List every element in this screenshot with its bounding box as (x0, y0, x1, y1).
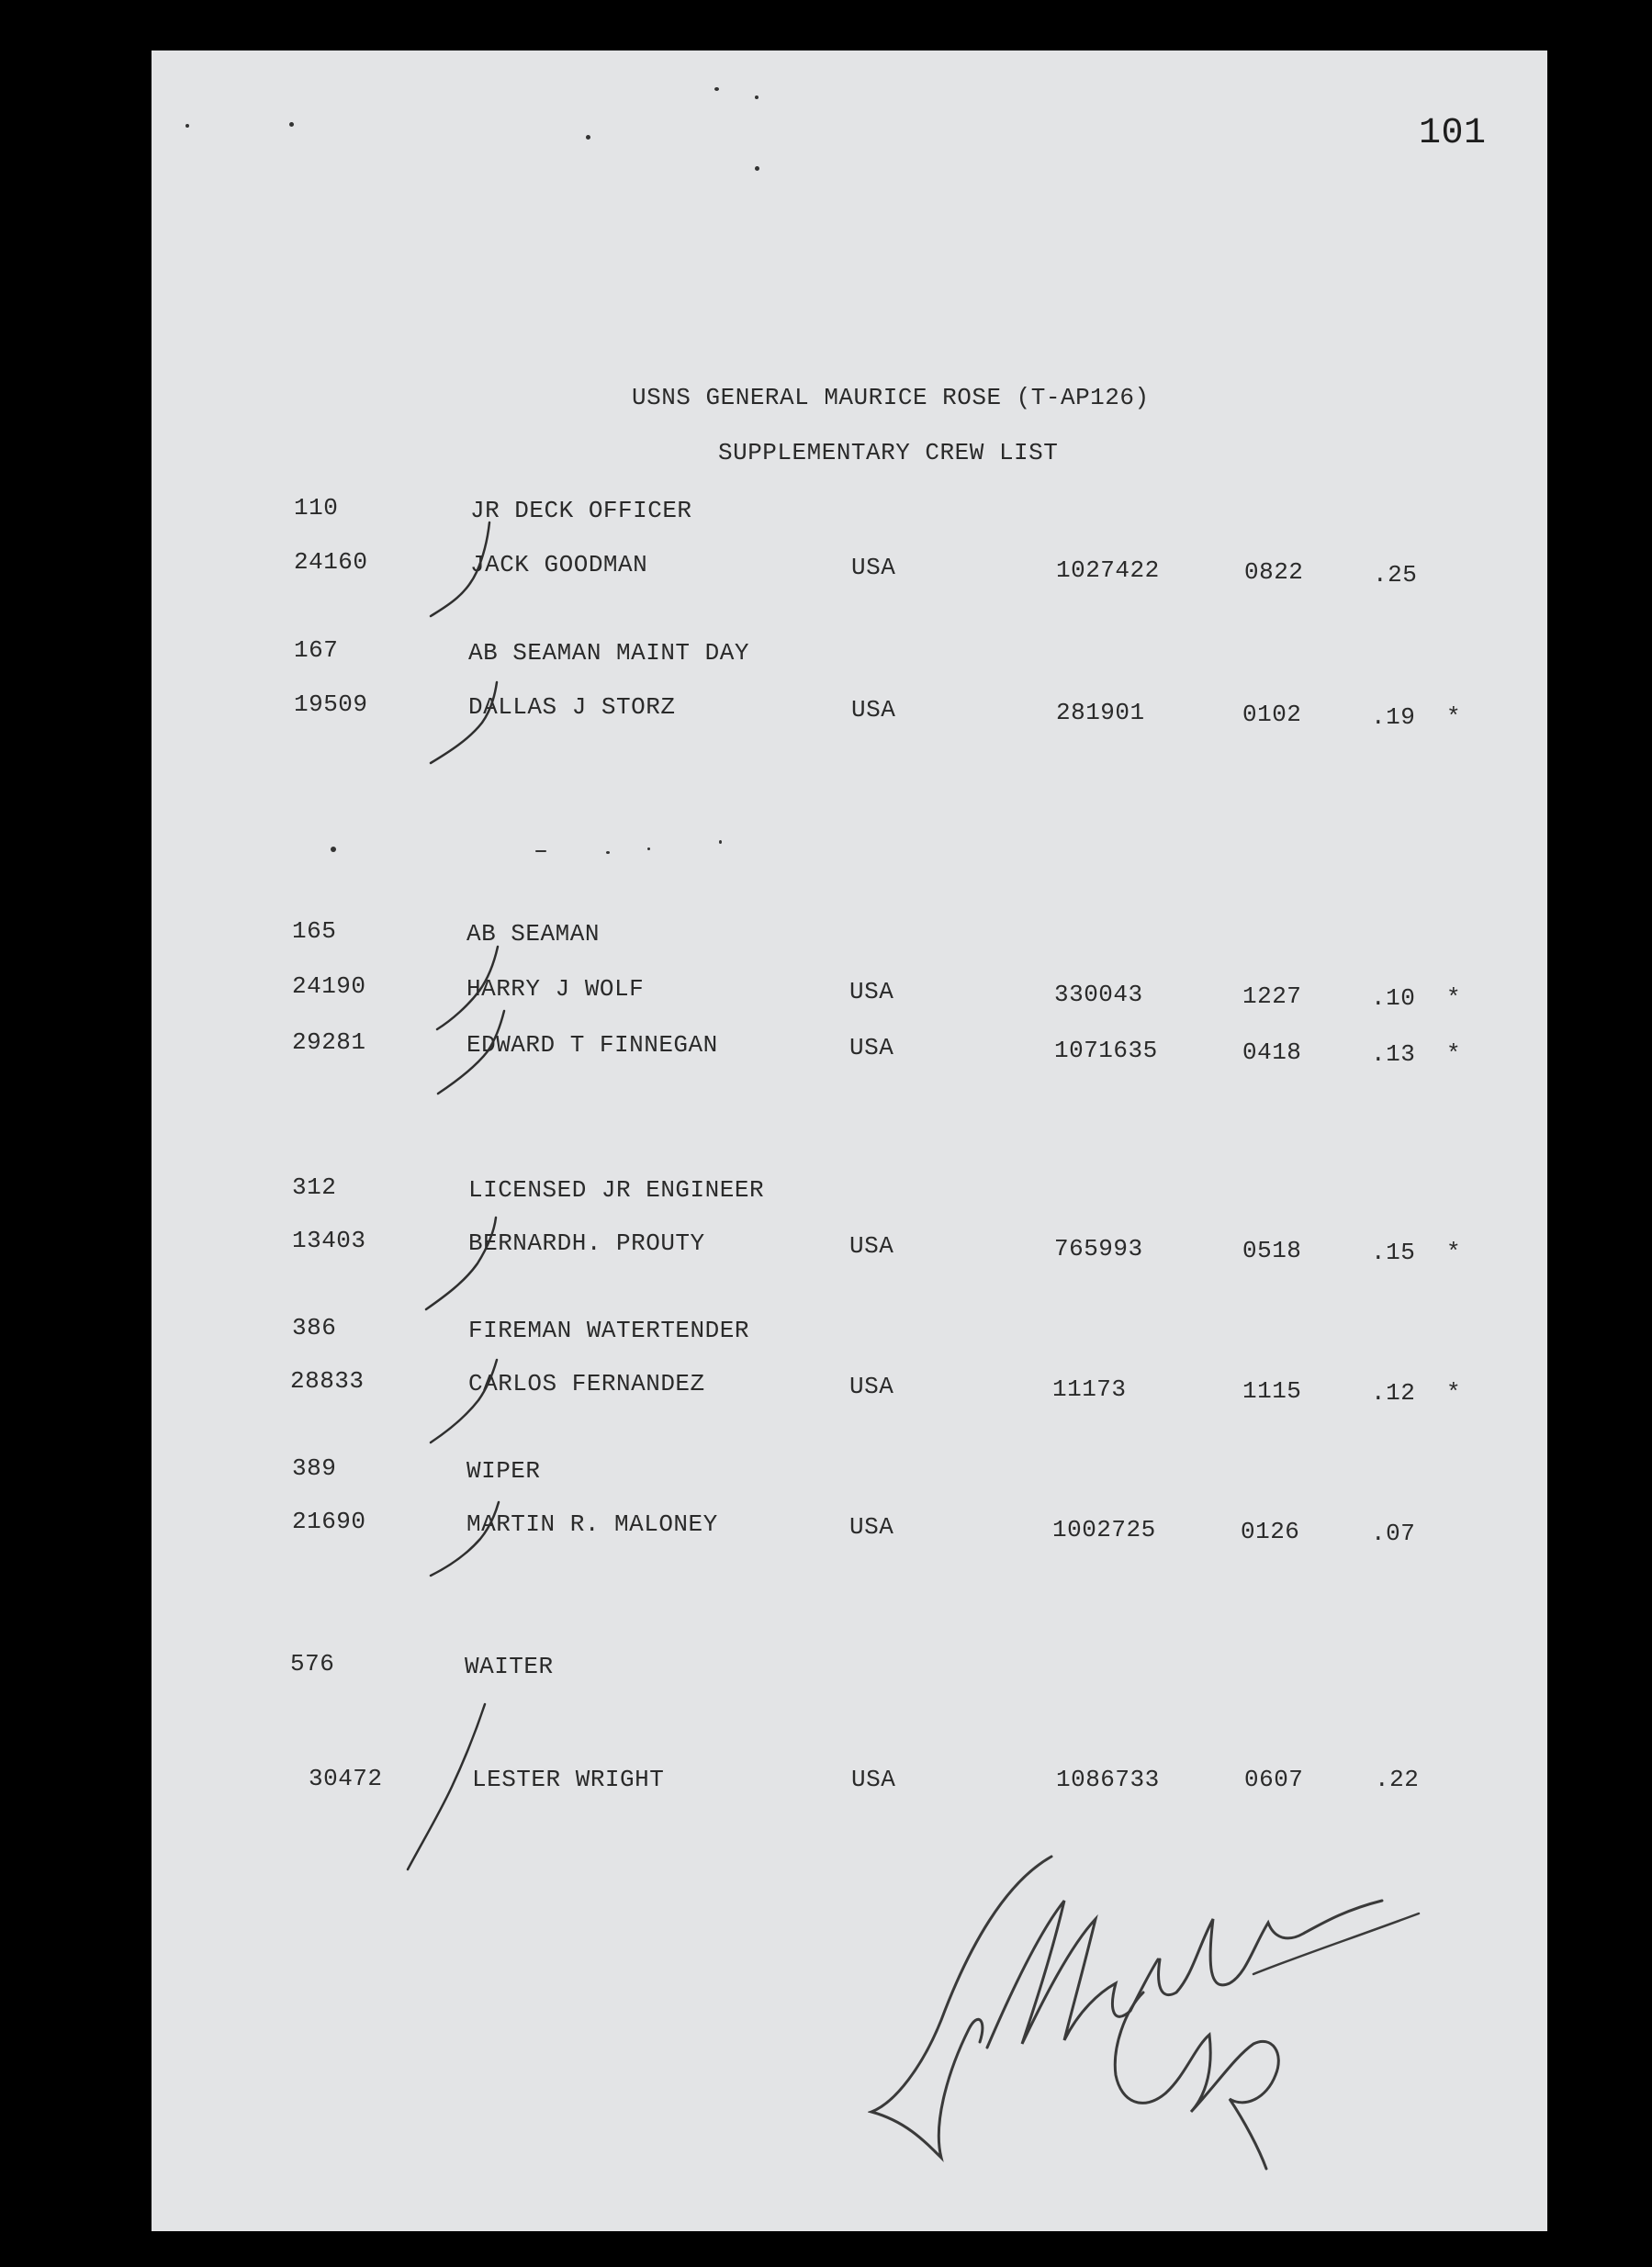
crew-mark: * (1446, 984, 1462, 1012)
crew-number: 1071635 (1054, 1037, 1158, 1064)
crew-rate: .22 (1375, 1766, 1420, 1793)
crew-nationality: USA (849, 1373, 894, 1400)
crew-name: DALLAS J STORZ (468, 693, 676, 721)
crew-id: 24160 (294, 548, 368, 576)
scan-speck (755, 95, 759, 99)
signature (868, 1846, 1437, 2176)
position-title: AB SEAMAN (466, 920, 600, 948)
crew-time: 0822 (1244, 558, 1304, 586)
check-mark (422, 1212, 514, 1313)
crew-rate: .15 (1371, 1239, 1416, 1266)
crew-number: 330043 (1054, 981, 1143, 1008)
crew-nationality: USA (851, 696, 896, 724)
crew-nationality: USA (851, 1766, 896, 1793)
position-code: 576 (290, 1650, 335, 1678)
position-code: 165 (292, 917, 337, 945)
crew-nationality: USA (849, 1034, 894, 1061)
scan-speck (586, 135, 590, 140)
crew-name: JACK GOODMAN (470, 551, 648, 578)
scan-speck (331, 847, 336, 852)
crew-name: EDWARD T FINNEGAN (466, 1031, 718, 1059)
scan-speck (606, 851, 610, 854)
crew-number: 1002725 (1052, 1516, 1156, 1543)
crew-time: 0102 (1242, 701, 1302, 728)
crew-rate: .25 (1373, 561, 1418, 589)
position-title: AB SEAMAN MAINT DAY (468, 639, 749, 667)
crew-id: 30472 (309, 1765, 383, 1792)
crew-name: MARTIN R. MALONEY (466, 1510, 718, 1538)
position-code: 167 (294, 636, 339, 664)
position-title: FIREMAN WATERTENDER (468, 1317, 749, 1344)
crew-time: 0126 (1241, 1518, 1300, 1545)
crew-number: 765993 (1054, 1235, 1143, 1263)
crew-mark: * (1446, 1239, 1462, 1266)
crew-number: 1027422 (1056, 556, 1160, 584)
list-title: SUPPLEMENTARY CREW LIST (718, 439, 1059, 466)
position-title: LICENSED JR ENGINEER (468, 1176, 765, 1204)
crew-time: 0607 (1244, 1766, 1304, 1793)
scan-speck (719, 840, 722, 844)
crew-name: CARLOS FERNANDEZ (468, 1370, 705, 1397)
crew-number: 281901 (1056, 699, 1145, 726)
crew-rate: .13 (1371, 1040, 1416, 1068)
crew-mark: * (1446, 1040, 1462, 1068)
crew-number: 1086733 (1056, 1766, 1160, 1793)
scan-speck (755, 166, 759, 171)
crew-number: 11173 (1052, 1375, 1127, 1403)
crew-nationality: USA (849, 978, 894, 1005)
crew-time: 0518 (1242, 1237, 1302, 1264)
crew-rate: .07 (1371, 1520, 1416, 1547)
crew-id: 13403 (292, 1227, 366, 1254)
crew-mark: * (1446, 1379, 1462, 1407)
scan-speck (714, 87, 719, 91)
position-title: WIPER (466, 1457, 541, 1485)
crew-rate: .12 (1371, 1379, 1416, 1407)
crew-name: BERNARDH. PROUTY (468, 1229, 705, 1257)
crew-id: 19509 (294, 690, 368, 718)
crew-name: LESTER WRIGHT (472, 1766, 665, 1793)
crew-mark: * (1446, 703, 1462, 731)
crew-time: 1227 (1242, 982, 1302, 1010)
page-number: 101 (1419, 113, 1487, 154)
crew-nationality: USA (849, 1513, 894, 1541)
document-page (152, 51, 1547, 2231)
crew-name: HARRY J WOLF (466, 975, 645, 1003)
position-code: 386 (292, 1314, 337, 1341)
crew-id: 28833 (290, 1367, 365, 1395)
position-code: 389 (292, 1454, 337, 1482)
crew-nationality: USA (849, 1232, 894, 1260)
crew-time: 1115 (1242, 1377, 1302, 1405)
scan-speck (647, 847, 650, 850)
crew-id: 29281 (292, 1028, 366, 1056)
position-code: 110 (294, 494, 339, 522)
crew-id: 21690 (292, 1508, 366, 1535)
ship-title: USNS GENERAL MAURICE ROSE (T-AP126) (632, 384, 1150, 411)
crew-id: 24190 (292, 972, 366, 1000)
crew-rate: .19 (1371, 703, 1416, 731)
check-mark (427, 1354, 510, 1446)
crew-time: 0418 (1242, 1038, 1302, 1066)
check-mark (427, 675, 510, 767)
scan-speck (185, 124, 189, 128)
position-title: WAITER (465, 1653, 554, 1680)
crew-rate: .10 (1371, 984, 1416, 1012)
position-title: JR DECK OFFICER (470, 497, 692, 524)
scan-speck (289, 122, 294, 127)
check-mark (427, 1497, 510, 1579)
crew-nationality: USA (851, 554, 896, 581)
position-code: 312 (292, 1173, 337, 1201)
scan-speck (535, 850, 546, 852)
